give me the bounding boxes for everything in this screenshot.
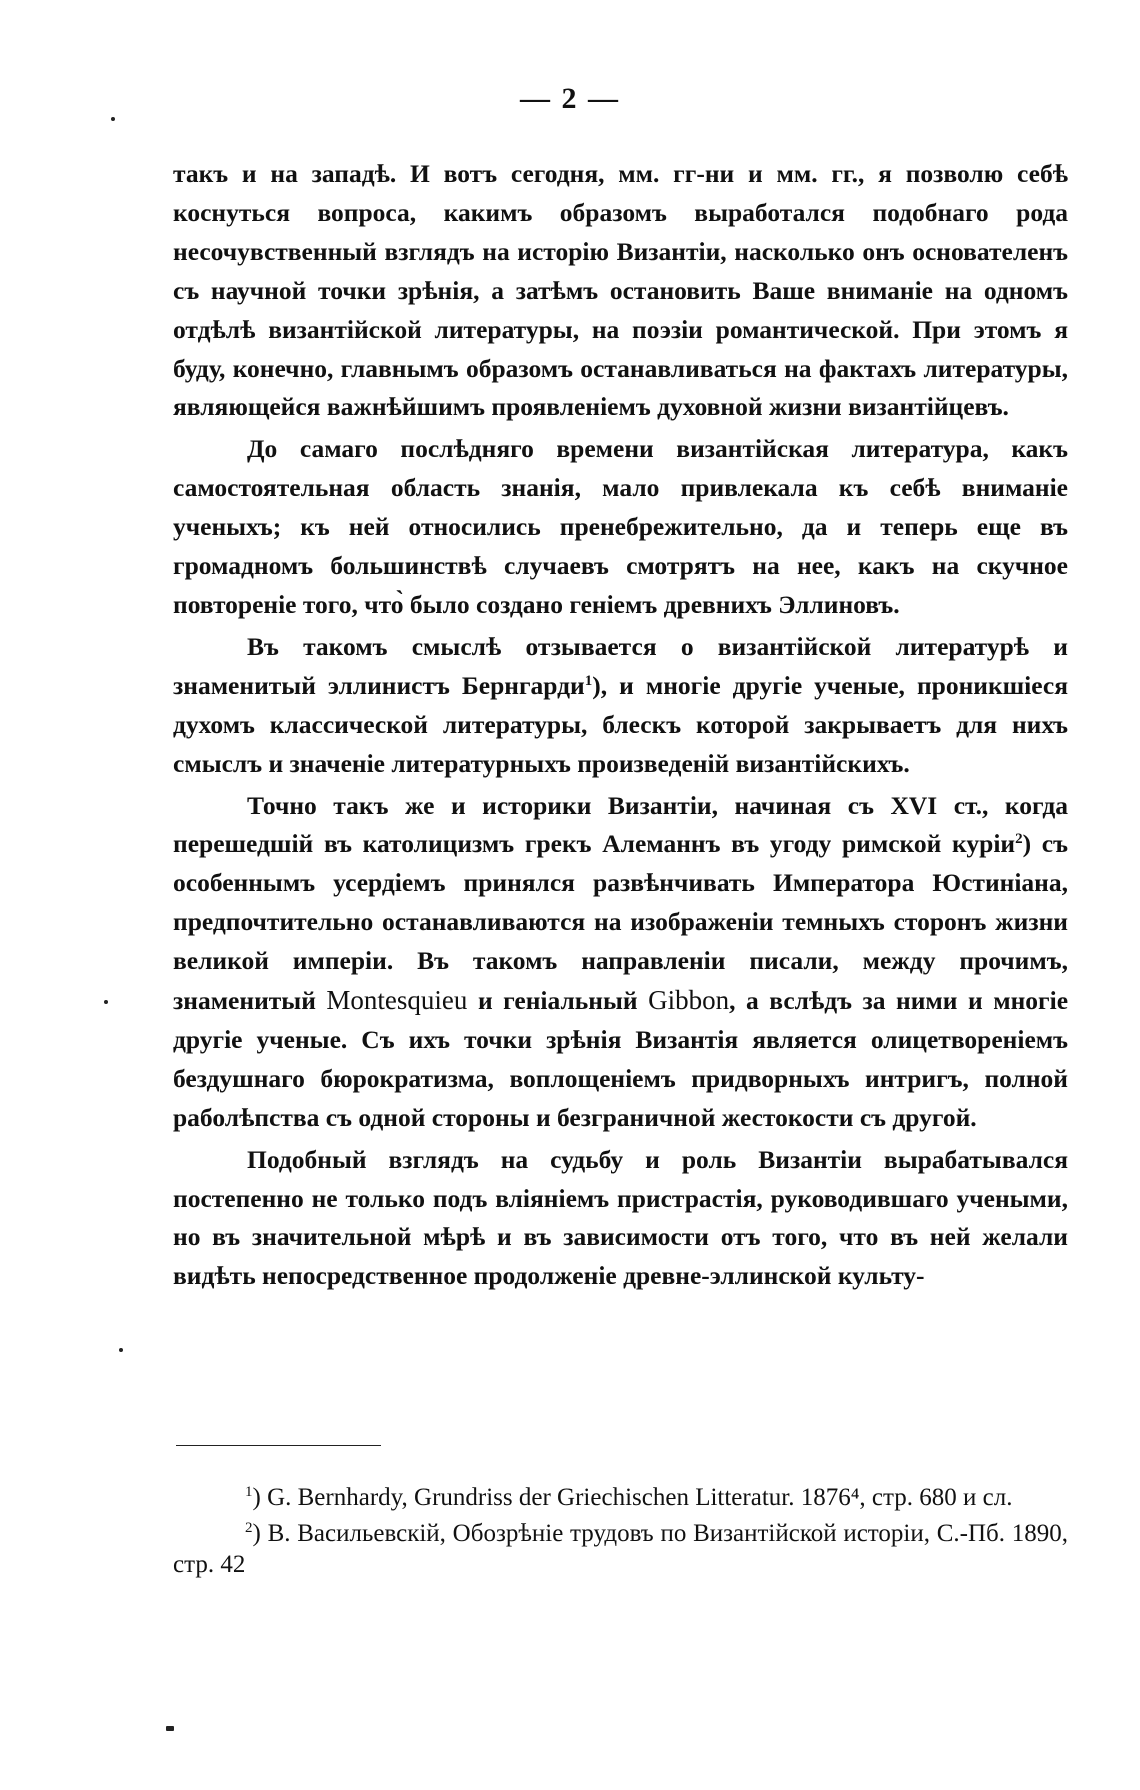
footnote-divider — [176, 1445, 381, 1446]
footnote-2 — [173, 1518, 1068, 1580]
footnote-marker-2: 2 — [245, 1520, 253, 1536]
paragraph-3 — [173, 628, 1068, 784]
footnote-1 — [173, 1482, 1068, 1513]
footnote-2-text: ) В. Васильевскій, Обозрѣніе трудовъ по Византійской исторіи, С.-Пб. 1890, стр. 42 — [173, 1520, 1068, 1578]
footnote-ref-2[interactable]: 2 — [1015, 831, 1023, 848]
footnote-marker-1: 1 — [245, 1484, 253, 1500]
paragraph-2: До самаго послѣдняго времени византійская литература, какъ самостоятельная область знанія, мало привлекала къ себѣ вниманіе ученыхъ; къ ней относились пренебрежительно, да и теперь еще въ громадномъ большинствѣ случаевъ смотрятъ на нее, какъ на скучное повтореніе того, что̀ было создано геніемъ древнихъ Эллиновъ. — [173, 434, 1068, 619]
paragraph-3-text-b: ), и многіе другіе ученые, проникшіеся духомъ классической литературы, блескъ которой закрываетъ для нихъ смыслъ и значеніе литературныхъ произведеній византійскихъ. — [173, 670, 1069, 778]
paragraph-5: Подобный взглядъ на судьбу и роль Византіи вырабатывался постепенно не только подъ вліяніемъ пристрастія, руководившаго учеными, но въ значительной мѣрѣ и въ зависимости отъ того, что въ ней желали видѣть непосредственное продолженіе древне-эллинской культу- — [173, 1144, 1068, 1291]
author-name-montesquieu: Montesquieu — [326, 985, 468, 1016]
paragraph-4-text-b: ) съ особеннымъ усердіемъ принялся развѣнчивать Императора Юстиніана, предпочтительно останавливаются на изображеніи темныхъ сторонъ жизни великой имперіи. Въ такомъ направленіи писали, между прочимъ, знаменитый — [173, 829, 1068, 1016]
footnote-ref-1[interactable]: 1 — [584, 672, 593, 689]
footnote-1-text: ) G. Bernhardy, Grundriss der Griechischen Litteratur. 1876⁴, стр. 680 и сл. — [252, 1484, 1013, 1511]
scan-speck — [119, 1348, 123, 1352]
paragraph-4 — [173, 787, 1068, 1138]
paragraph-4-text-d: , а вслѣдъ за ними и многіе другіе ученые. Съ ихъ точки зрѣнія Византія является олицетвореніемъ бездушнаго бюрократизма, воплощеніемъ придворныхъ интригъ, полной раболѣпства съ одной стороны и безграничной жестокости съ другой. — [173, 986, 1069, 1132]
scan-speck — [166, 1726, 174, 1731]
paragraph-3-text-a: Въ такомъ смыслѣ отзывается о византійской литературѣ и знаменитый эллинистъ Бернгарди — [173, 631, 1068, 700]
paragraph-4-text-c: и геніальный — [467, 986, 649, 1016]
scan-speck — [111, 117, 115, 121]
author-name-gibbon: Gibbon — [648, 985, 730, 1016]
paragraph-4-text-a: Точно такъ же и историки Византіи, начиная съ XVI ст., когда перешедшій въ католицизмъ грекъ Алеманнъ въ угоду римской куріи — [173, 790, 1068, 859]
main-text — [173, 155, 1068, 1299]
scan-speck — [104, 1000, 108, 1004]
paragraph-1: такъ и на западѣ. И вотъ сегодня, мм. гг-ни и мм. гг., я позволю себѣ коснуться вопроса, какимъ образомъ выработался подобнаго рода несочувственный взглядъ на исторію Византіи, насколько онъ основателенъ съ научной точки зрѣнія, а затѣмъ остановить Ваше вниманіе на одномъ отдѣлѣ византійской литературы, на поэзіи романтической. При этомъ я буду, конечно, главнымъ образомъ останавливаться на фактахъ литературы, являющейся важнѣйшимъ проявленіемъ духовной жизни византійцевъ. — [173, 159, 1068, 422]
page-number: — 2 — — [520, 82, 620, 115]
footnotes — [173, 1482, 1068, 1585]
